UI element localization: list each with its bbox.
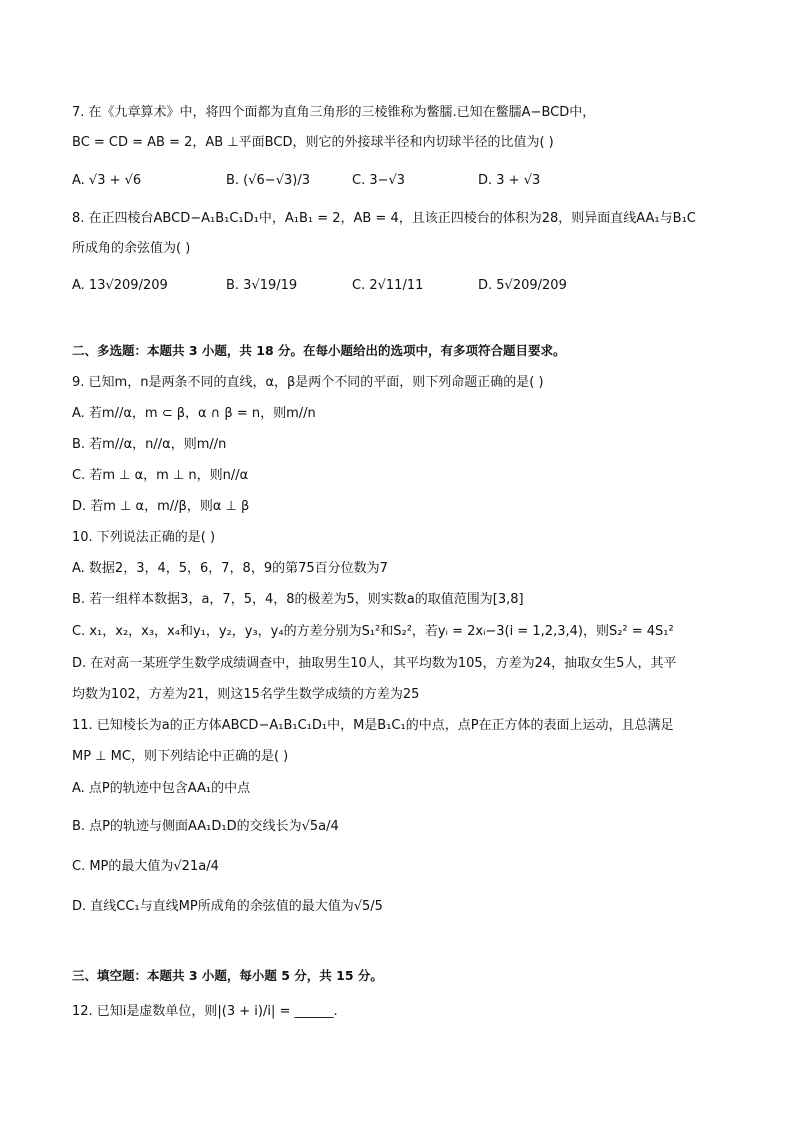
- section-3-heading: 三、填空题：本题共 3 小题，每小题 5 分，共 15 分。: [72, 968, 383, 983]
- q11-stem-line1: 11. 已知棱长为a的正方体ABCD−A₁B₁C₁D₁中，M是B₁C₁的中点，点P在正方体的表面上运动，且总满足: [72, 718, 674, 733]
- q10-option-d-line1: D. 在对高一某班学生数学成绩调查中，抽取男生10人，其平均数为105，方差为24，抽取女生5人，其平: [72, 656, 677, 671]
- q8-option-b: B. 3√19/19: [226, 278, 298, 293]
- q7-text: 7. 在《九章算术》中，将四个面都为直角三角形的三棱锥称为鳖臑.已知在鳖臑A−BCD中，: [72, 105, 596, 120]
- q7-text-2: BC = CD = AB = 2，AB ⊥平面BCD，则它的外接球半径和内切球半径的比值为( ): [72, 135, 554, 150]
- q7-option-d: D. 3 + √3: [478, 173, 541, 188]
- q11-stem-line2: MP ⊥ MC，则下列结论中正确的是( ): [72, 749, 289, 764]
- q7-stem-line2: [72, 134, 554, 152]
- section-2-heading: 二、多选题：本题共 3 小题，共 18 分。在每小题给出的选项中，有多项符合题目要求。: [72, 343, 566, 358]
- q9-stem: 9. 已知m，n是两条不同的直线，α，β是两个不同的平面，则下列命题正确的是( ): [72, 375, 544, 390]
- q7-option-b: B. (√6−√3)/3: [226, 173, 310, 188]
- q7-option-a: A. √3 + √6: [72, 173, 142, 188]
- q9-option-d: D. 若m ⊥ α，m//β，则α ⊥ β: [72, 499, 250, 514]
- q8-option-c: C. 2√11/11: [352, 278, 424, 293]
- q7-option-c: C. 3−√3: [352, 173, 406, 188]
- q8-stem-line1: 8. 在正四棱台ABCD−A₁B₁C₁D₁中，A₁B₁ = 2，AB = 4，且该正四棱台的体积为28，则异面直线AA₁与B₁C: [72, 211, 696, 226]
- q11-option-b: B. 点P的轨迹与侧面AA₁D₁D的交线长为√5a/4: [72, 819, 339, 834]
- q11-option-a: A. 点P的轨迹中包含AA₁的中点: [72, 781, 251, 796]
- q9-option-b: B. 若m//α，n//α，则m//n: [72, 437, 227, 452]
- q8-stem-line2: 所成角的余弦值为( ): [72, 241, 191, 256]
- q7-stem-line1: [72, 104, 595, 122]
- q10-option-a: A. 数据2，3，4，5，6，7，8，9的第75百分位数为7: [72, 561, 388, 576]
- q9-option-c: C. 若m ⊥ α，m ⊥ n，则n//α: [72, 468, 249, 483]
- q10-stem: 10. 下列说法正确的是( ): [72, 530, 216, 545]
- q8-option-a: A. 13√209/209: [72, 278, 168, 293]
- q11-option-d: D. 直线CC₁与直线MP所成角的余弦值的最大值为√5/5: [72, 899, 383, 914]
- q11-option-c: C. MP的最大值为√21a/4: [72, 859, 219, 874]
- q9-option-a: A. 若m//α，m ⊂ β，α ∩ β = n，则m//n: [72, 406, 316, 421]
- q12-stem: 12. 已知i是虚数单位，则|(3 + i)/i| = ______.: [72, 1004, 338, 1019]
- q8-option-d: D. 5√209/209: [478, 278, 567, 293]
- q10-option-b: B. 若一组样本数据3，a，7，5，4，8的极差为5，则实数a的取值范围为[3,8]: [72, 592, 524, 607]
- q10-option-d-line2: 均数为102，方差为21，则这15名学生数学成绩的方差为25: [72, 687, 420, 702]
- q10-option-c: C. x₁，x₂，x₃，x₄和y₁，y₂，y₃，y₄的方差分别为S₁²和S₂²，若yᵢ = 2xᵢ−3(i = 1,2,3,4)，则S₂² = 4S₁²: [72, 624, 674, 639]
